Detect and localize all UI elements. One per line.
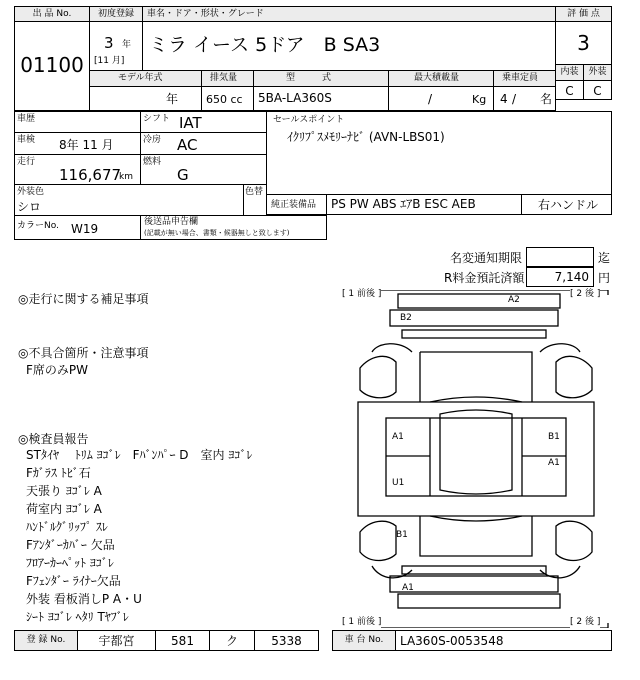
history-label: 車歴 — [17, 114, 36, 124]
vin-value: LA360S-0053548 — [400, 634, 504, 648]
exterior-color-cell — [14, 184, 244, 216]
docs-note: (記載が無い場合、書類・候器無しと致します) — [144, 229, 290, 237]
car-name-label-cell — [142, 6, 556, 22]
color-no-cell — [14, 215, 141, 240]
defects-text: F席のみPW — [26, 363, 89, 377]
inspector-line: 天張り ﾖｺﾞﾚ A — [26, 484, 102, 498]
inspector-line: Fﾌｪﾝﾀﾞｰ ﾗｲﾅｰ欠品 — [26, 574, 121, 588]
exterior-color-value: シロ — [17, 200, 42, 214]
inspector-label: ◎検査員報告 — [18, 432, 89, 446]
recycle-label: R料金預託済額 — [444, 271, 525, 285]
reg-label-cell — [14, 630, 78, 651]
diagram-corner-label: [ 1 前後 ] — [342, 289, 382, 299]
color-no-value: W19 — [71, 222, 99, 236]
damage-mark: A2 — [508, 295, 520, 305]
reg-kana: ク — [225, 634, 238, 648]
ac-value: AC — [177, 136, 198, 154]
capacity-unit: 名 — [540, 92, 553, 106]
rating-label: 評 価 点 — [567, 9, 600, 19]
car-name-label: 車名・ドア・形状・グレード — [147, 9, 264, 19]
exterior-grade-cell — [583, 80, 612, 100]
fuel-value: G — [177, 166, 189, 184]
name-change-unit: 迄 — [598, 251, 611, 265]
mileage-value: 116,677 — [59, 166, 122, 184]
color-change-label: 色替 — [245, 187, 264, 197]
first-reg-year: 3 — [104, 34, 114, 52]
rating-value: 3 — [577, 31, 590, 55]
exterior-label-cell — [583, 64, 612, 81]
mileage-unit: km — [119, 172, 133, 182]
reg-kana-cell — [209, 630, 255, 651]
displacement-label: 排気量 — [210, 73, 238, 83]
history-cell — [14, 111, 141, 133]
model-type: 5BA-LA360S — [258, 91, 332, 105]
damage-mark: A1 — [392, 432, 404, 442]
max-load-label: 最大積載量 — [414, 73, 460, 83]
car-outline-svg — [340, 290, 612, 628]
first-reg-label: 初度登録 — [97, 9, 134, 19]
car-name-cell — [142, 21, 556, 71]
ac-label: 冷房 — [143, 135, 162, 145]
model-year-unit: 年 — [166, 92, 179, 106]
docs-label: 後送品申告欄 — [144, 217, 199, 227]
driving-notes-label: ◎走行に関する補足事項 — [18, 292, 149, 306]
lot-number: 01100 — [20, 53, 84, 77]
ac-cell — [140, 132, 267, 155]
reg-label: 登 録 No. — [26, 635, 66, 645]
first-reg-month: [11 月] — [94, 56, 125, 66]
damage-mark: B1 — [548, 432, 560, 442]
diagram-corner-label: [ 2 後 ] — [570, 617, 601, 627]
first-reg-year-unit: 年 — [122, 40, 132, 50]
first-reg-label-cell — [89, 6, 143, 22]
damage-mark: A1 — [548, 458, 560, 468]
interior-grade: C — [565, 84, 574, 98]
inspector-line: Fｱﾝﾀﾞｰｶﾊﾞｰ 欠品 — [26, 538, 115, 552]
name-change-box — [526, 247, 594, 267]
shift-label: シフト — [143, 114, 171, 124]
color-change-cell — [243, 184, 267, 216]
exterior-grade: C — [593, 84, 602, 98]
type-label: 型 式 — [286, 73, 332, 83]
shift-value: IAT — [179, 114, 202, 132]
car-name: ミラ イース 5ドア B SA3 — [149, 34, 381, 56]
capacity-slash: / — [512, 92, 517, 106]
fuel-label: 燃料 — [143, 157, 162, 167]
handle-value: 右ハンドル — [538, 198, 599, 212]
vin-label-cell — [332, 630, 396, 651]
inspector-line: ｼｰﾄ ﾖｺﾞﾚ ﾍﾀﾘ Tﾔﾌﾞﾚ — [26, 610, 129, 624]
model-year-label: モデル年式 — [118, 73, 163, 83]
damage-mark: A1 — [402, 583, 414, 593]
max-load-unit: Kg — [472, 93, 487, 106]
equipment-value: PS PW ABS ｴｱB ESC AEB — [331, 197, 476, 211]
vin-cell — [395, 630, 612, 651]
handle-cell — [521, 194, 612, 215]
diagram-corner-label: [ 2 後 ] — [570, 289, 601, 299]
reg-region: 宇都宮 — [98, 634, 135, 648]
interior-label: 内装 — [560, 67, 579, 77]
first-reg-cell — [89, 21, 143, 71]
sales-point-label: セールスポイント — [273, 115, 345, 125]
inspector-line: ﾌﾛｱｰｶｰﾍﾟｯﾄ ﾖｺﾞﾚ — [26, 556, 114, 570]
reg-number-cell — [254, 630, 319, 651]
rating-label-cell — [555, 6, 612, 22]
inspection-value: 8年 11 月 — [59, 138, 114, 152]
interior-label-cell — [555, 64, 584, 81]
reg-class: 581 — [171, 634, 194, 648]
lot-label: 出 品 No. — [32, 9, 72, 19]
capacity: 4 — [500, 92, 508, 106]
recycle-unit: 円 — [598, 271, 611, 285]
mileage-cell — [14, 154, 141, 185]
sales-point-text: ｲｸﾘﾌﾟｽﾒﾓﾘｰﾅﾋﾞ (AVN-LBS01) — [287, 130, 445, 144]
capacity-label: 乗車定員 — [502, 73, 539, 83]
inspector-line: 外装 看板消しP A・U — [26, 592, 142, 606]
inspector-line: ﾊﾝﾄﾞﾙｸﾞﾘｯﾌﾟ ｽﾚ — [26, 520, 108, 534]
exterior-color-label: 外装色 — [17, 187, 45, 197]
recycle-value: 7,140 — [554, 270, 589, 284]
sales-point-cell — [266, 111, 612, 195]
diagram-corner-label: [ 1 前後 ] — [342, 617, 382, 627]
mileage-label: 走行 — [17, 157, 36, 167]
damage-mark: U1 — [392, 478, 405, 488]
damage-mark: B2 — [400, 313, 412, 323]
recycle-box — [526, 267, 594, 287]
inspection-cell — [14, 132, 141, 155]
damage-mark: B1 — [396, 530, 408, 540]
defects-label: ◎不具合箇所・注意事項 — [18, 346, 149, 360]
vin-label: 車 台 No. — [344, 635, 384, 645]
interior-grade-cell — [555, 80, 584, 100]
name-change-label: 名変通知期限 — [450, 251, 523, 265]
displacement: 650 cc — [206, 93, 243, 106]
equipment-label: 純正装備品 — [271, 200, 317, 210]
car-damage-diagram — [340, 290, 612, 628]
docs-cell — [140, 215, 327, 240]
shift-cell — [140, 111, 267, 133]
reg-class-cell — [155, 630, 210, 651]
lot-number-cell — [14, 21, 90, 111]
color-no-label: カラーNo. — [17, 221, 59, 231]
reg-number: 5338 — [271, 634, 302, 648]
rating-cell — [555, 21, 612, 65]
fuel-cell — [140, 154, 267, 185]
max-load-slash: / — [428, 92, 433, 106]
lot-label-cell — [14, 6, 90, 22]
inspector-line: Fｶﾞﾗｽ ﾄﾋﾞ石 — [26, 466, 91, 480]
reg-region-cell — [77, 630, 156, 651]
exterior-label: 外装 — [588, 67, 607, 77]
inspector-line: 荷室内 ﾖｺﾞﾚ A — [26, 502, 102, 516]
inspector-line: STﾀｲﾔ ﾄﾘﾑ ﾖｺﾞﾚ Fﾊﾞﾝﾊﾟｰ D 室内 ﾖｺﾞﾚ — [26, 448, 253, 462]
inspection-label: 車検 — [17, 135, 36, 145]
